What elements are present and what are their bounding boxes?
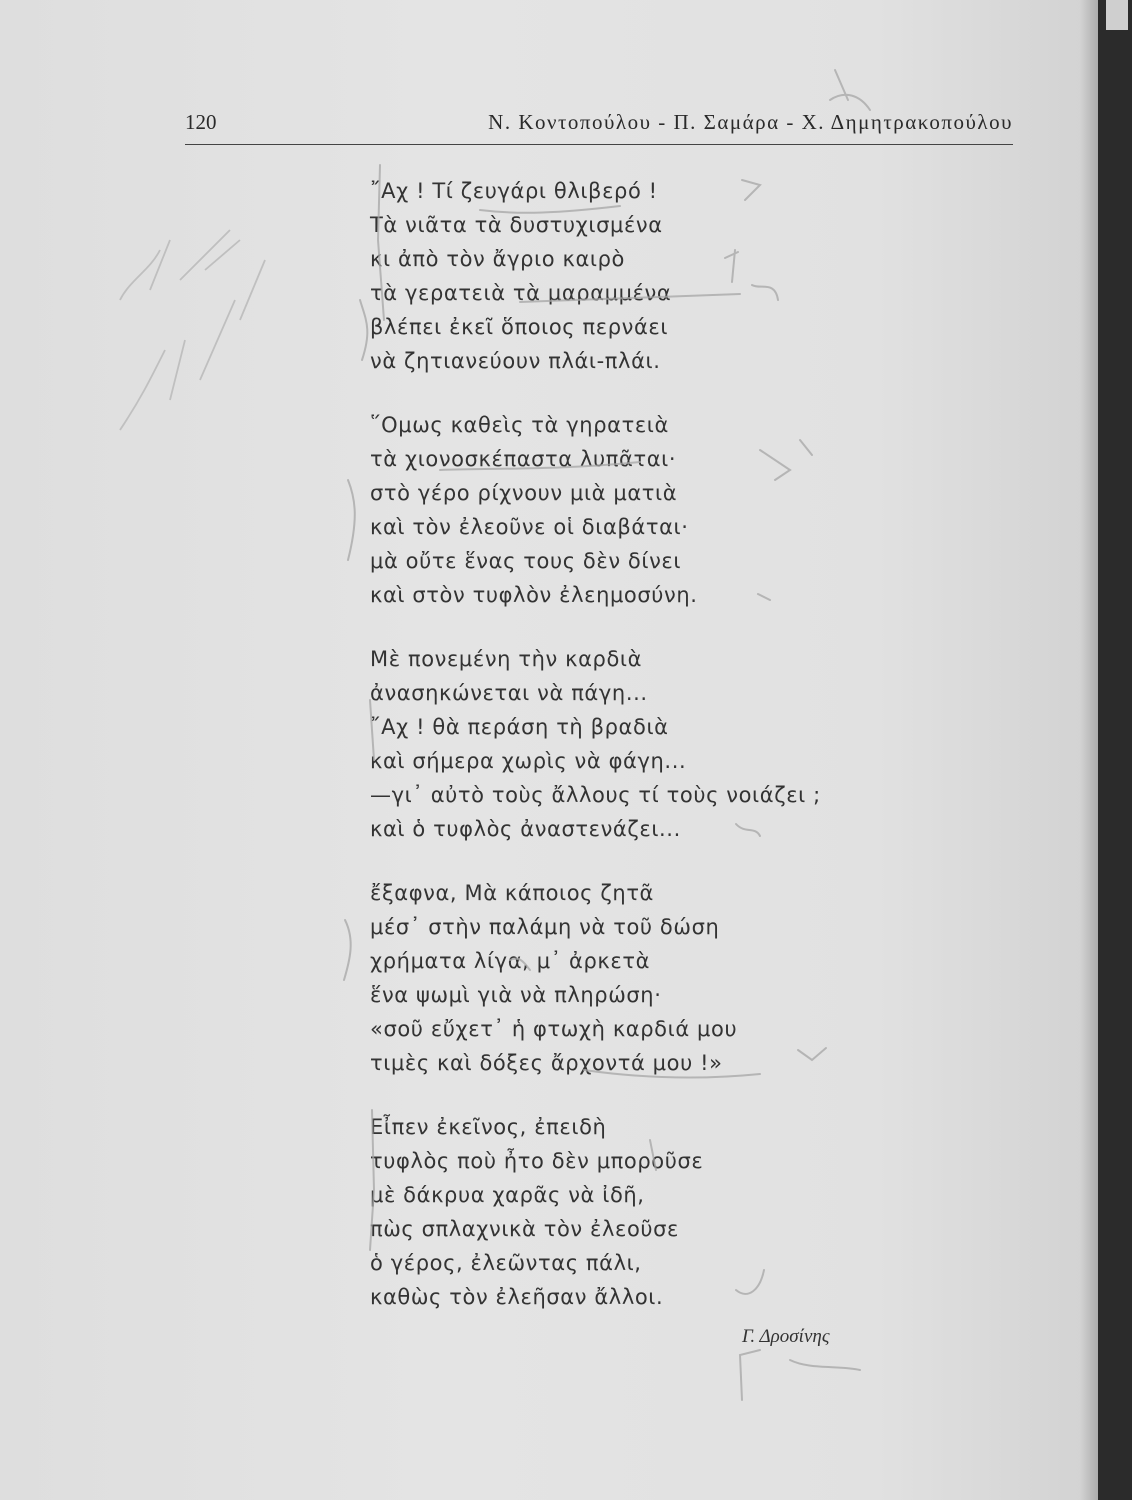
- pencil-mark: [510, 959, 530, 970]
- book-edge-highlight: [1106, 0, 1128, 30]
- pencil-mark: [736, 1270, 764, 1294]
- poem-line: καὶ ὁ τυφλὸς ἀναστενάζει...: [370, 817, 681, 841]
- poem-line: καὶ σήμερα χωρὶς νὰ φάγη...: [370, 749, 687, 773]
- pencil-mark: [650, 1140, 656, 1170]
- poem-line: Τὰ νιᾶτα τὰ δυστυχισμένα: [370, 213, 663, 237]
- poem-line: χρήματα λίγα, μ᾿ ἀρκετὰ: [370, 949, 651, 973]
- poem-signature: Γ. Δροσίνης: [742, 1326, 830, 1347]
- poem-line: τὰ χιονοσκέπαστα λυπᾶται·: [370, 447, 677, 471]
- pencil-mark: [378, 165, 384, 320]
- page-number: 120: [185, 110, 217, 134]
- pencil-mark: [736, 824, 760, 836]
- poem-line: πὼς σπλαχνικὰ τὸν ἐλεοῦσε: [370, 1217, 679, 1241]
- pencil-mark: [790, 1360, 860, 1370]
- poem-line: τυφλὸς ποὺ ἦτο δὲν μποροῦσε: [370, 1149, 704, 1173]
- book-edge: [1098, 0, 1132, 1500]
- poem-line: τιμὲς καὶ δόξες ἄρχοντά μου !»: [370, 1051, 723, 1075]
- pencil-mark: [370, 700, 374, 760]
- pencil-mark: [360, 300, 367, 360]
- running-title: Ν. Κοντοπούλου - Π. Σαμάρα - Χ. Δημητρακοπούλου: [488, 110, 1013, 134]
- poem-line: καθὼς τὸν ἐλεῆσαν ἄλλοι.: [370, 1285, 664, 1309]
- poem-line: ῎Αχ ! Τί ζευγάρι θλιβερό !: [370, 179, 658, 203]
- poem-line: καὶ τὸν ἐλεοῦνε οἱ διαβάται·: [370, 515, 689, 539]
- pencil-mark: [758, 594, 770, 600]
- pencil-mark: [760, 440, 812, 480]
- poem-line: μέσ᾿ στὴν παλάμη νὰ τοῦ δώση: [370, 915, 720, 939]
- pencil-mark: [440, 462, 640, 470]
- poem-line: κι ἀπὸ τὸν ἄγριο καιρὸ: [370, 247, 625, 271]
- pencil-mark: [120, 230, 240, 300]
- pencil-mark: [725, 250, 738, 282]
- poem-line: ἔξαφνα, Μὰ κάποιος ζητᾶ: [370, 881, 655, 905]
- pencil-mark: [348, 480, 355, 560]
- poem-line: ἀνασηκώνεται νὰ πάγη...: [370, 681, 648, 705]
- pencil-mark: [798, 1048, 826, 1060]
- poem-line: τὰ γερατειὰ τὰ μαραμμένα: [370, 281, 672, 305]
- pencil-mark: [584, 1070, 760, 1077]
- poem-line: μὲ δάκρυα χαρᾶς νὰ ἰδῆ,: [370, 1183, 645, 1207]
- poem-line: καὶ στὸν τυφλὸν ἐλεημοσύνη.: [370, 583, 698, 607]
- pencil-mark: [370, 1110, 374, 1250]
- poem-line: Μὲ πονεμένη τὴν καρδιὰ: [370, 647, 643, 671]
- pencil-mark: [344, 920, 351, 980]
- poem-line: —γι᾿ αὐτὸ τοὺς ἄλλους τί τοὺς νοιάζει ;: [370, 783, 821, 807]
- poem-line: ὁ γέρος, ἐλεῶντας πάλι,: [370, 1251, 642, 1275]
- pencil-mark: [742, 180, 760, 200]
- poem-line: μὰ οὔτε ἕνας τους δὲν δίνει: [370, 549, 682, 573]
- poem-line: βλέπει ἐκεῖ ὅποιος περνάει: [370, 315, 669, 339]
- pencil-mark: [480, 206, 620, 213]
- pencil-mark: [740, 1350, 760, 1400]
- poem-line: «σοῦ εὔχετ᾿ ἡ φτωχὴ καρδιά μου: [370, 1017, 738, 1041]
- poem-line: στὸ γέρο ρίχνουν μιὰ ματιὰ: [370, 481, 678, 505]
- pencil-mark: [830, 70, 870, 110]
- poem-line: ἕνα ψωμὶ γιὰ νὰ πληρώση·: [370, 983, 662, 1007]
- pencil-mark: [520, 294, 740, 302]
- pencil-mark: [752, 285, 778, 300]
- pencil-mark: [120, 260, 265, 430]
- poem-line: νὰ ζητιανεύουν πλάι-πλάι.: [370, 349, 661, 373]
- poem-line: Εἶπεν ἐκεῖνος, ἐπειδὴ: [370, 1115, 607, 1139]
- poem-line: ῎Αχ ! θὰ περάση τὴ βραδιὰ: [370, 715, 669, 739]
- poem-line: ῞Ομως καθεὶς τὰ γηρατειὰ: [370, 413, 669, 437]
